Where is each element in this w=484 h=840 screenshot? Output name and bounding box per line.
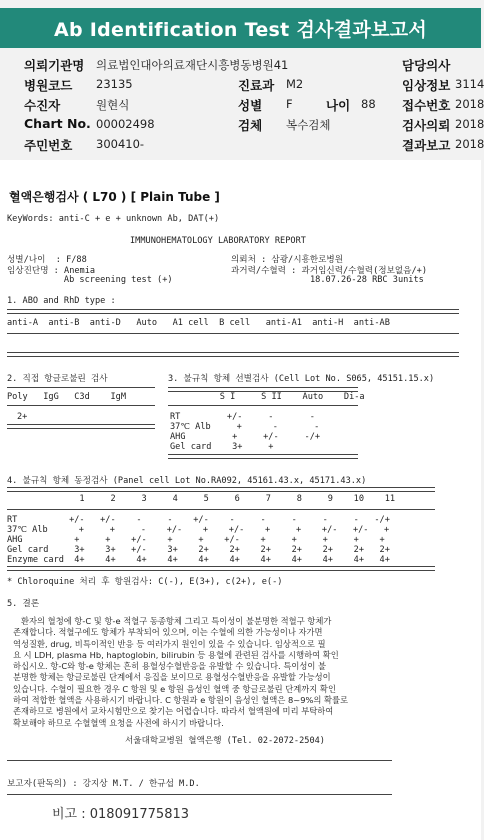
request-label: 검사의뢰 bbox=[402, 118, 451, 133]
hospital-code-label: 병원코드 bbox=[24, 78, 73, 93]
department-label: 진료과 bbox=[238, 78, 275, 93]
dat-values: 2+ bbox=[17, 412, 28, 422]
divider bbox=[7, 352, 459, 357]
clinical-label: 임상정보 bbox=[402, 78, 451, 93]
patient-info-header bbox=[0, 52, 484, 153]
report-date-value: 2018 bbox=[455, 137, 484, 151]
conclusion-line: 역성질환, drug, 비특이적인 반응 등 여러가지 원인이 있을 수 있습니다. 임상적으로 필 bbox=[13, 638, 326, 649]
report-heading: 혈액은행검사 ( L70 ) [ Plain Tube ] bbox=[9, 190, 220, 204]
screening-row: 37℃ Alb + - - bbox=[170, 422, 320, 432]
doctor-label: 담당의사 bbox=[402, 58, 451, 73]
section-panel: 4. 불규칙 항체 동정검사 (Panel cell Lot No.RA092, 45161.43.x, 45171.43.x) bbox=[7, 476, 367, 486]
institution-value: 의료법인대아의료재단시흥병동병원41 bbox=[96, 58, 289, 72]
screening-row: RT +/- - - bbox=[170, 412, 315, 422]
conclusion-line: 존재하므로 병원에서 교차시험만으로 찾기는 어렵습니다. 따라서 혈액원에 미리 부탁하여 bbox=[13, 706, 334, 717]
rrn-value: 300410- bbox=[96, 137, 145, 151]
specimen-label: 검체 bbox=[238, 118, 263, 133]
clinical-value: 3114 bbox=[455, 77, 484, 91]
history-line: 과거력/수혈력 : 과거임신력/수혈력(정보없음/+) bbox=[231, 266, 427, 276]
dat-header: Poly IgG C3d IgM bbox=[7, 392, 126, 402]
lab-title: IMMUNOHEMATOLOGY LABORATORY REPORT bbox=[130, 236, 306, 246]
conclusion-line: 분명한 항체는 항글로불린 단계에서 응집을 보이므로 용혈성수혈반응을 유발할 가능성이 bbox=[13, 672, 331, 683]
section-abo: 1. ABO and RhD type : bbox=[7, 296, 116, 306]
referral-line: 의뢰처 : 삼광/시흥한로병원 bbox=[231, 255, 344, 265]
screening-row: AHG + +/- -/+ bbox=[170, 432, 321, 442]
reporter-line: 보고자(판독의) : 강지상 M.T. / 한규섭 M.D. bbox=[7, 779, 200, 789]
request-value: 2018 bbox=[455, 117, 484, 131]
chart-value: 00002498 bbox=[96, 117, 155, 131]
receipt-value: 2018 bbox=[455, 97, 484, 111]
divider bbox=[7, 424, 155, 429]
conclusion-line: 하십시오. 항-C와 항-e 항체는 흔히 용혈성수혈반응을 유발할 수 있습니다. 특이성이 불 bbox=[13, 661, 327, 672]
keywords-line: KeyWords: anti-C + e + unknown Ab, DAT(+) bbox=[7, 214, 220, 224]
divider bbox=[7, 760, 392, 761]
report-title: Ab Identification Test 검사결과보고서 bbox=[0, 8, 481, 48]
panel-row: Gel card 3+ 3+ +/- 3+ 2+ 2+ 2+ 2+ 2+ 2+ 2+ bbox=[7, 545, 390, 555]
clinical-dx-line: 임상진단명 : Anemia bbox=[7, 266, 96, 276]
panel-row: 37℃ Alb + + - +/- + +/- + + +/- +/- + bbox=[7, 525, 390, 535]
divider bbox=[7, 309, 459, 314]
conclusion-line: 요 시 LDH, plasma Hb, haptoglobin, bilirubin 등 용혈에 관련된 검사를 시행하여 확인 bbox=[13, 649, 339, 660]
panel-row: RT +/- +/- - - +/- - - - - - -/+ bbox=[7, 515, 390, 525]
sex-label: 성별 bbox=[238, 98, 263, 113]
divider bbox=[7, 387, 155, 388]
screening-header: S I S II Auto Di-a bbox=[168, 392, 365, 402]
section-conclusion: 5. 결론 bbox=[7, 599, 40, 609]
history-line-2: 18.07.26-28 RBC 3units bbox=[310, 275, 424, 285]
institution-label: 의뢰기관명 bbox=[24, 58, 85, 73]
receiver-value: 원현식 bbox=[96, 98, 130, 112]
section-dat: 2. 직접 항글로불린 검사 bbox=[7, 374, 108, 384]
age-value: 88 bbox=[361, 97, 376, 111]
rrn-label: 주민번호 bbox=[24, 138, 73, 153]
conclusion-line: 하여 적합한 혈액을 사용하시기 바랍니다. C 항원과 e 항원이 음성인 혈액은 8~9%의 확률로 bbox=[13, 695, 349, 706]
department-value: M2 bbox=[286, 77, 304, 91]
abo-header: anti-A anti-B anti-D Auto A1 cell B cell anti-A1 anti-H anti-AB bbox=[7, 318, 390, 328]
panel-header: 1 2 3 4 5 6 7 8 9 10 11 bbox=[7, 494, 396, 504]
conclusion-line: 환자의 혈청에 항-C 및 항-e 적혈구 동종항체 그리고 특이성이 불분명한 적혈구 항체가 bbox=[21, 616, 332, 626]
conclusion-line: 존재합니다. 적혈구에도 항체가 부착되어 있으며, 이는 수혈에 의한 가능성이나 자가면 bbox=[13, 627, 323, 638]
receiver-label: 수진자 bbox=[24, 98, 61, 113]
hospital-code-value: 23135 bbox=[96, 77, 133, 91]
screening-line: Ab screening test (+) bbox=[7, 275, 173, 285]
conclusion-line: 확보해야 하므로 수혈혈액 요청을 사전에 하시기 바랍니다. bbox=[13, 717, 224, 728]
signature-hospital: 서울대학교병원 혈액은행 (Tel. 02-2072-2504) bbox=[125, 736, 325, 746]
divider bbox=[7, 333, 459, 334]
divider bbox=[7, 566, 435, 571]
chloroquine-note: * Chloroquine 처리 후 항원검사: C(-), E(3+), c(2+), e(-) bbox=[7, 577, 283, 587]
divider bbox=[7, 509, 435, 510]
receipt-label: 접수번호 bbox=[402, 98, 451, 113]
section-screening: 3. 불규칙 항체 선별검사 (Cell Lot No. S065, 45151.15.x) bbox=[168, 374, 435, 384]
chart-label: Chart No. bbox=[24, 116, 91, 131]
divider bbox=[7, 794, 392, 795]
conclusion-text bbox=[13, 616, 468, 729]
report-document bbox=[0, 160, 481, 840]
divider bbox=[7, 405, 155, 406]
divider bbox=[7, 487, 435, 492]
report-date-label: 결과보고 bbox=[402, 138, 451, 153]
panel-row: AHG + + +/- + + +/- + + + + + bbox=[7, 535, 385, 545]
age-label: 나이 bbox=[326, 98, 351, 113]
conclusion-line: 있습니다. 수혈이 필요한 경우 C 항원 및 e 항원 음성인 혈액 중 항글로불린 단계까지 확인 bbox=[13, 683, 336, 694]
divider bbox=[168, 454, 358, 459]
panel-row: Enzyme card 4+ 4+ 4+ 4+ 4+ 4+ 4+ 4+ 4+ 4+ 4+ bbox=[7, 555, 390, 565]
note-line: 비고 : 018091775813 bbox=[52, 807, 190, 822]
screening-row: Gel card 3+ + bbox=[170, 442, 274, 452]
sex-value: F bbox=[286, 97, 293, 111]
divider bbox=[168, 405, 358, 406]
sex-age-line: 성별/나이 : F/88 bbox=[7, 255, 87, 265]
specimen-value: 복수검체 bbox=[286, 118, 331, 132]
